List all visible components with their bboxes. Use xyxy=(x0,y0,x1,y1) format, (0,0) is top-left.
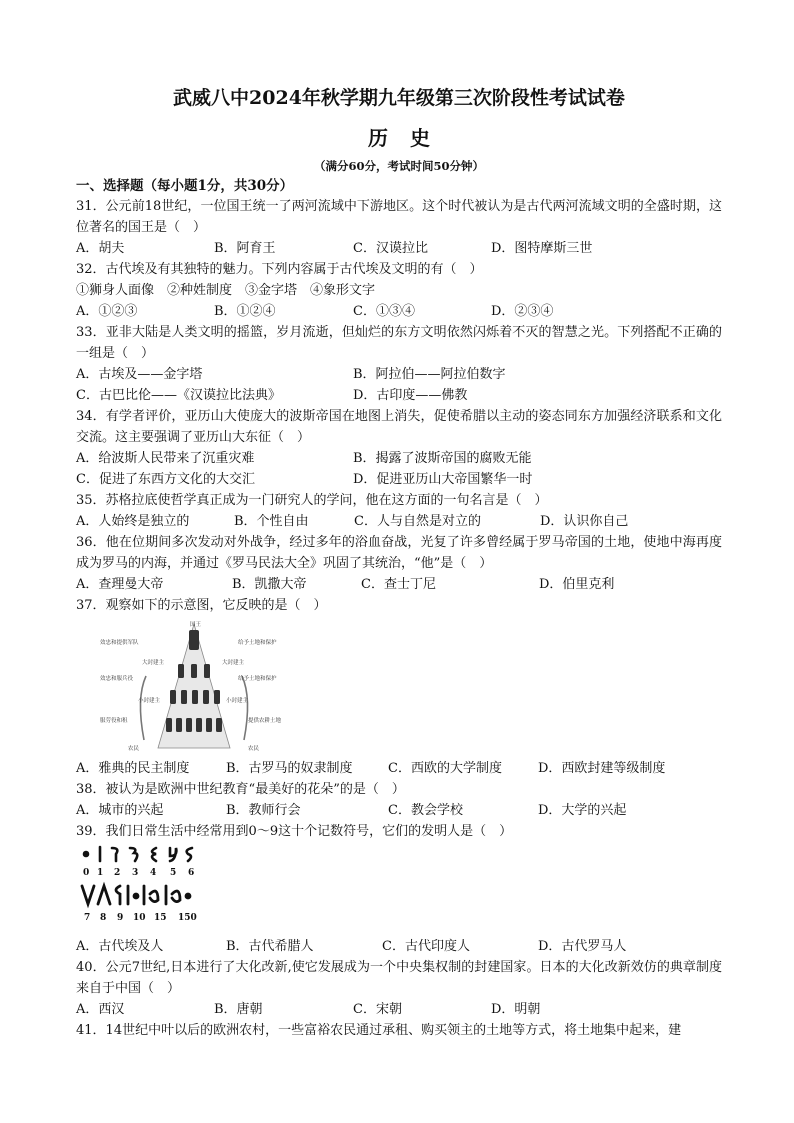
option-d: D．古印度——佛教 xyxy=(353,388,468,403)
label-land-right2: 给予土地和保护 xyxy=(238,676,277,682)
option-d: D．②③④ xyxy=(491,304,554,319)
subject-title: 历史 xyxy=(368,126,452,150)
numeral-glyphs-row1 xyxy=(84,847,192,861)
option-b: B．揭露了波斯帝国的腐败无能 xyxy=(353,451,532,466)
question-35-stem: 35．苏格拉底使哲学真正成为一门研究人的学问，他在这方面的一句名言是（ ） xyxy=(76,493,548,508)
question-38-stem: 38．被认为是欧洲中世纪教育“最美好的花朵”的是（ ） xyxy=(76,782,405,797)
option-b: B．①②④ xyxy=(214,304,276,319)
option-a: A．人始终是独立的 xyxy=(76,514,190,529)
exam-page xyxy=(76,84,722,1041)
question-33-options-row1 xyxy=(76,364,722,385)
option-c: C．教会学校 xyxy=(388,803,463,818)
option-d: D．认识你自己 xyxy=(540,514,629,529)
option-c: C．西欧的大学制度 xyxy=(388,761,502,776)
label-serve-left: 服劳役和租 xyxy=(100,718,128,724)
option-b: B．古代希腊人 xyxy=(226,939,314,954)
label-provide-right: 提供农耕土地 xyxy=(248,718,282,724)
label-king: 国王 xyxy=(190,622,202,628)
question-33-stem: 33．亚非大陆是人类文明的摇篮，岁月流逝，但灿烂的东方文明依然闪烁着不灭的智慧之光。下列搭配不正确的一组是（ ） xyxy=(76,325,722,361)
question-32-items: ①狮身人面像 ②种姓制度 ③金字塔 ④象形文字 xyxy=(76,283,376,298)
option-b: B．个性自由 xyxy=(234,514,309,529)
question-41-stem: 41．14世纪中叶以后的欧洲农村，一些富裕农民通过承租、购买领主的土地等方式，将土地集中起来，建 xyxy=(76,1023,682,1038)
numeral-glyphs-row2 xyxy=(82,886,190,904)
question-36-options xyxy=(76,574,722,595)
question-32-options xyxy=(76,301,722,322)
option-b: B．阿育王 xyxy=(214,241,276,256)
option-a: A．雅典的民主制度 xyxy=(76,761,190,776)
option-c: C．汉谟拉比 xyxy=(353,241,428,256)
feudal-pyramid-figure xyxy=(76,616,722,758)
option-d: D．明朝 xyxy=(491,1002,541,1017)
question-37-stem: 37．观察如下的示意图，它反映的是（ ） xyxy=(76,598,327,613)
option-a: A．西汉 xyxy=(76,1002,125,1017)
question-31-options xyxy=(76,238,722,259)
option-c: C．古巴比伦——《汉谟拉比法典》 xyxy=(76,388,281,403)
label-big-lord-left: 大封建主 xyxy=(142,660,165,666)
option-c: C．查士丁尼 xyxy=(361,577,436,592)
arabic-numerals-svg xyxy=(78,844,228,936)
question-36-stem: 36．他在位期间多次发动对外战争，经过多年的浴血奋战，光复了许多曾经属于罗马帝国的土地，使地中海再度成为罗马的内海，并通过《罗马民法大全》巩固了其统治，“他”是（ ） xyxy=(76,535,722,571)
numeral-label: 10 xyxy=(133,913,146,923)
option-d: D．大学的兴起 xyxy=(538,803,627,818)
label-land-right: 给予土地和保护 xyxy=(238,640,277,646)
label-farmer-right: 农民 xyxy=(248,746,260,752)
option-d: D．促进亚历山大帝国繁华一时 xyxy=(353,472,533,487)
question-34-options-row1 xyxy=(76,448,722,469)
question-35-options xyxy=(76,511,722,532)
option-a: A．胡夫 xyxy=(76,241,125,256)
question-40-options xyxy=(76,999,722,1020)
exam-title: 武威八中2024年秋学期九年级第三次阶段性考试试卷 xyxy=(173,87,625,109)
option-d: D．伯里克利 xyxy=(539,577,615,592)
question-40-stem: 40．公元7世纪,日本进行了大化改新,使它发展成为一个中央集权制的封建国家。日本的大化改新效仿的典章制度来自于中国（ ） xyxy=(76,960,722,996)
option-b: B．凯撒大帝 xyxy=(232,577,307,592)
option-c: C．古代印度人 xyxy=(382,939,470,954)
option-b: B．唐朝 xyxy=(214,1002,263,1017)
numeral-label: 0 xyxy=(83,868,90,878)
option-b: B．教师行会 xyxy=(226,803,301,818)
numeral-label: 8 xyxy=(100,913,107,923)
option-a: A．古埃及——金字塔 xyxy=(76,367,203,382)
numerals-figure xyxy=(76,844,722,936)
option-d: D．图特摩斯三世 xyxy=(491,241,593,256)
label-big-lord-right: 大封建主 xyxy=(222,660,245,666)
section-heading: 一、选择题（每小题1分，共30分） xyxy=(76,178,294,194)
numeral-label: 6 xyxy=(188,868,195,878)
label-loyalty-left2: 效忠和服兵役 xyxy=(100,676,134,682)
option-d: D．古代罗马人 xyxy=(538,939,627,954)
numeral-label: 2 xyxy=(114,868,121,878)
numeral-label: 3 xyxy=(132,868,139,878)
label-farmer-left: 农民 xyxy=(128,746,140,752)
question-39-options xyxy=(76,936,722,957)
option-d: D．西欧封建等级制度 xyxy=(538,761,666,776)
option-b: B．阿拉伯——阿拉伯数字 xyxy=(353,367,506,382)
question-34-options-row2 xyxy=(76,469,722,490)
option-a: A．古代埃及人 xyxy=(76,939,164,954)
option-c: C．人与自然是对立的 xyxy=(354,514,481,529)
numeral-label: 9 xyxy=(117,913,124,923)
option-a: A．①②③ xyxy=(76,304,138,319)
option-a: A．查理曼大帝 xyxy=(76,577,164,592)
feudal-pyramid-svg xyxy=(98,618,298,758)
question-39-stem: 39．我们日常生活中经常用到0～9这十个记数符号，它们的发明人是（ ） xyxy=(76,824,513,839)
option-c: C．促进了东西方文化的大交汇 xyxy=(76,472,255,487)
numeral-label: 4 xyxy=(150,868,157,878)
exam-note: （满分60分，考试时间50分钟） xyxy=(313,159,484,173)
option-b: B．古罗马的奴隶制度 xyxy=(226,761,353,776)
question-32-stem: 32．古代埃及有其独特的魅力。下列内容属于古代埃及文明的有（ ） xyxy=(76,262,483,277)
numeral-label: 15 xyxy=(154,913,167,923)
label-small-lord-right: 小封建主 xyxy=(226,698,249,704)
question-31-stem: 31．公元前18世纪，一位国王统一了两河流域中下游地区。这个时代被认为是古代两河流域文明的全盛时期，这位著名的国王是（ ） xyxy=(76,199,722,235)
numeral-label: 7 xyxy=(84,913,91,923)
option-c: C．宋朝 xyxy=(353,1002,402,1017)
numeral-label: 150 xyxy=(178,913,197,923)
numeral-label: 5 xyxy=(170,868,177,878)
numeral-label: 1 xyxy=(97,868,104,878)
label-loyalty-left: 效忠和提供军队 xyxy=(100,640,139,646)
question-33-options-row2 xyxy=(76,385,722,406)
question-34-stem: 34．有学者评价，亚历山大使庞大的波斯帝国在地图上消失，促使希腊以主动的姿态同东方加强经济联系和文化交流。这主要强调了亚历山大东征（ ） xyxy=(76,409,722,445)
option-a: A．城市的兴起 xyxy=(76,803,164,818)
label-small-lord-left: 小封建主 xyxy=(138,698,161,704)
question-38-options xyxy=(76,800,722,821)
option-c: C．①③④ xyxy=(353,304,415,319)
option-a: A．给波斯人民带来了沉重灾难 xyxy=(76,451,255,466)
question-37-options xyxy=(76,758,722,779)
